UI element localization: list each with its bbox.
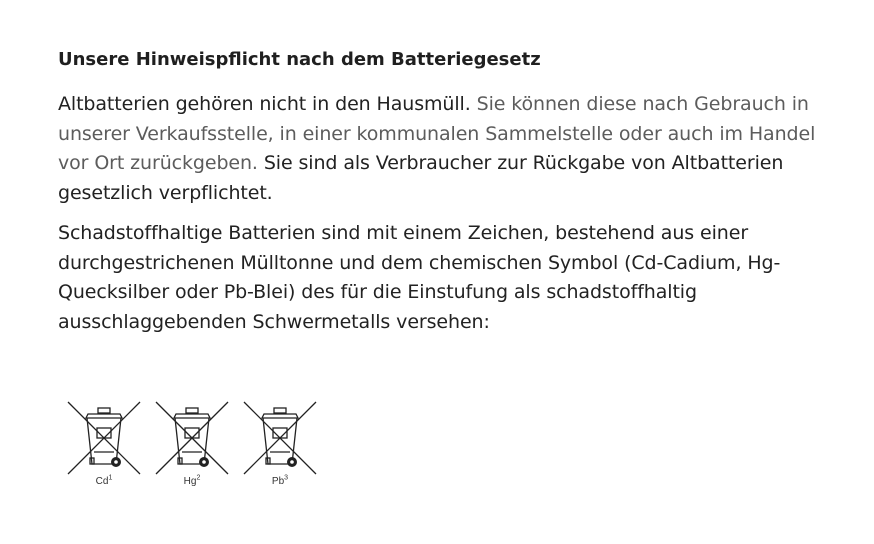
page-title: Unsere Hinweispflicht nach dem Batteriegesetz	[58, 49, 541, 70]
crossed-out-wheelie-bin-icon	[152, 398, 232, 476]
symbol-label-hg: Hg$^2$	[183, 474, 201, 487]
battery-symbols	[64, 398, 320, 488]
symbol-label-cd: Cd$^1$	[95, 474, 113, 487]
symbol-hg	[152, 398, 232, 488]
crossed-out-wheelie-bin-icon	[240, 398, 320, 476]
paragraph-1-sentence-2: Sie können diese nach Gebrauch in unserer Verkaufsstelle, in einer kommunalen Sammelstelle oder auch im Handel vor Ort zurückgeben.	[58, 93, 816, 174]
symbol-cd	[64, 398, 144, 488]
paragraph-return-obligation	[58, 90, 848, 208]
symbol-pb	[240, 398, 320, 488]
paragraph-hazardous-batteries: Schadstoffhaltige Batterien sind mit einem Zeichen, bestehend aus einer durchgestrichenen Mülltonne und dem chemischen Symbol (Cd-Cadium, Hg-Quecksilber oder Pb-Blei) des für die Einstufung als schadstoffhaltig ausschlaggebenden Schwermetalls versehen:	[58, 222, 781, 333]
crossed-out-wheelie-bin-icon	[64, 398, 144, 476]
symbol-label-pb: Pb$^3$	[271, 474, 289, 487]
paragraph-1-sentence-3: Sie sind als Verbraucher zur Rückgabe von Altbatterien gesetzlich verpflichtet.	[58, 152, 784, 204]
document-body	[58, 46, 848, 348]
paragraph-1-sentence-1: Altbatterien gehören nicht in den Hausmüll.	[58, 93, 471, 115]
